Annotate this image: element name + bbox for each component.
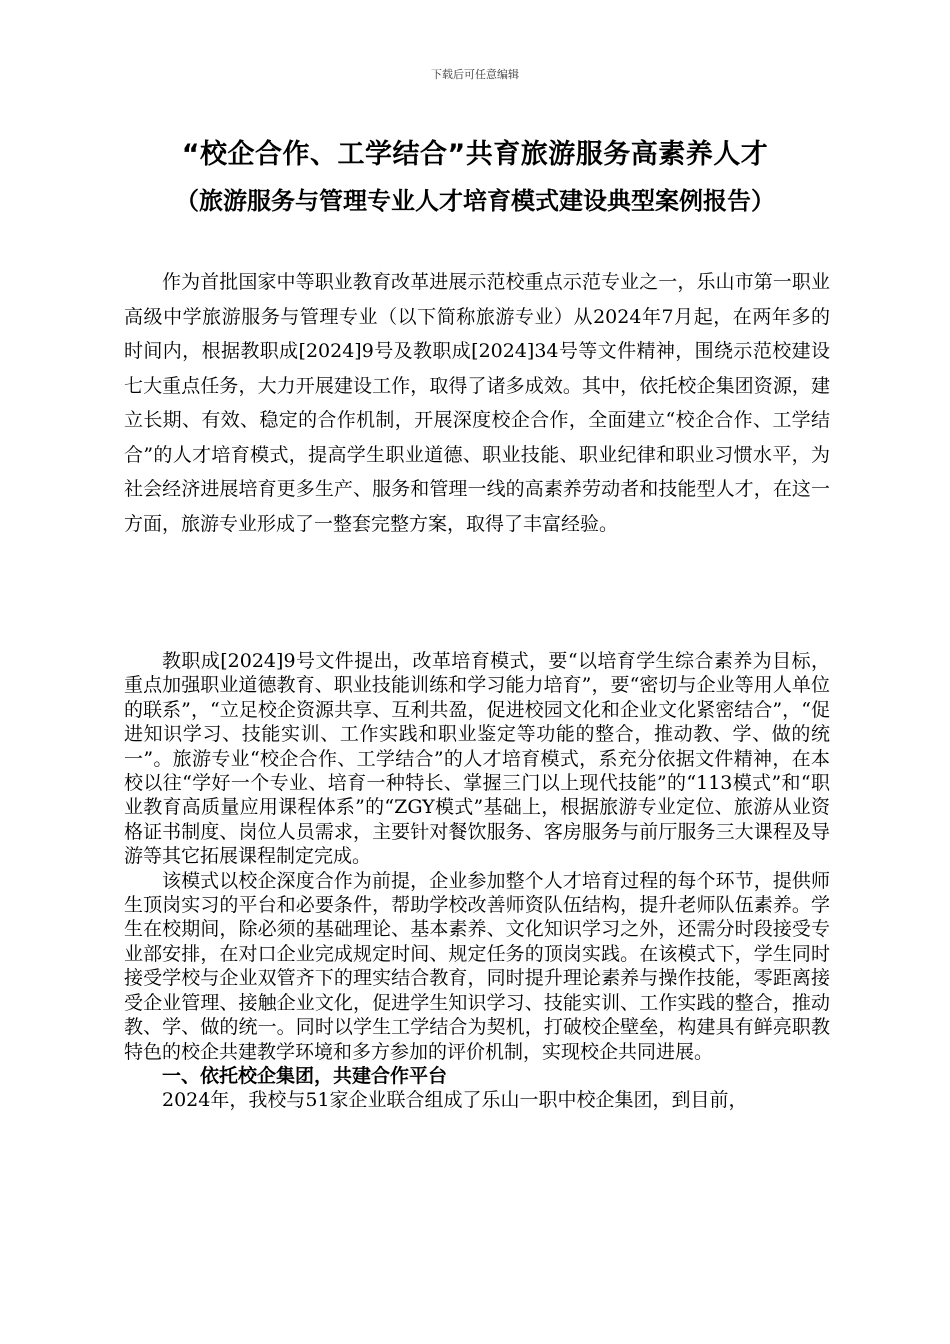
section-heading-1: 一、依托校企集团，共建合作平台: [162, 1064, 448, 1087]
paragraph-model: 该模式以校企深度合作为前提，企业参加整个人才培育过程的每个环节，提供师生顶岗实习的平台和必要条件，帮助学校改善师资队伍结构，提升老师队伍素养。学生在校期间，除必须的基础理论、基本素养、文化知识学习之外，还需分时段接受专业部安排，在对口企业完成规定时间、规定任务的顶岗实践。在该模式下，学生同时接受学校与企业双管齐下的理实结合教育，同时提升理论素养与操作技能，零距离接受企业管理、接触企业文化，促进学生知识学习、技能实训、工作实践的整合，推动教、学、做的统一。同时以学生工学结合为契机，打破校企壁垒，构建具有鲜亮职教特色的校企共建教学环境和多方参加的评价机制，实现校企共同进展。: [124, 869, 830, 1063]
paragraph-section-1: 2024年，我校与51家企业联合组成了乐山一职中校企集团，到目前，: [162, 1089, 748, 1112]
body-section-2: [124, 649, 830, 1113]
paragraph-intro: 作为首批国家中等职业教育改革进展示范校重点示范专业之一，乐山市第一职业高级中学旅游服务与管理专业（以下简称旅游专业）从2024年7月起，在两年多的时间内，根据教职成[2024]9号及教职成[2024]34号等文件精神，围绕示范校建设七大重点任务，大力开展建设工作，取得了诸多成效。其中，依托校企集团资源，建立长期、有效、稳定的合作机制，开展深度校企合作，全面建立“校企合作、工学结合”的人才培育模式，提高学生职业道德、职业技能、职业纪律和职业习惯水平，为社会经济进展培育更多生产、服务和管理一线的高素养劳动者和技能型人才，在这一方面，旅游专业形成了一整套完整方案，取得了丰富经验。: [124, 271, 830, 535]
body-section-1: [124, 265, 830, 541]
document-title: “校企合作、工学结合”共育旅游服务高素养人才: [181, 139, 769, 170]
paragraph-policy: 教职成[2024]9号文件提出，改革培育模式，要“以培育学生综合素养为目标，重点加强职业道德教育、职业技能训练和学习能力培育”，要“密切与企业等用人单位的联系”，“立足校企资源共享、互利共盈，促进校园文化和企业文化紧密结合”，“促进知识学习、技能实训、工作实践和职业鉴定等功能的整合，推动教、学、做的统一”。旅游专业“校企合作、工学结合”的人才培育模式，系充分依据文件精神，在本校以往“学好一个专业、培育一种特长、掌握三门以上现代技能”的“113模式”和“职业教育高质量应用课程体系”的“ZGY模式”基础上，根据旅游专业定位、旅游从业资格证书制度、岗位人员需求，主要针对餐饮服务、客房服务与前厅服务三大课程及导游等其它拓展课程制定完成。: [124, 650, 830, 868]
document-subtitle: （旅游服务与管理专业人才培育模式建设典型案例报告）: [175, 187, 775, 215]
header-note: 下载后可任意编辑: [431, 68, 519, 81]
